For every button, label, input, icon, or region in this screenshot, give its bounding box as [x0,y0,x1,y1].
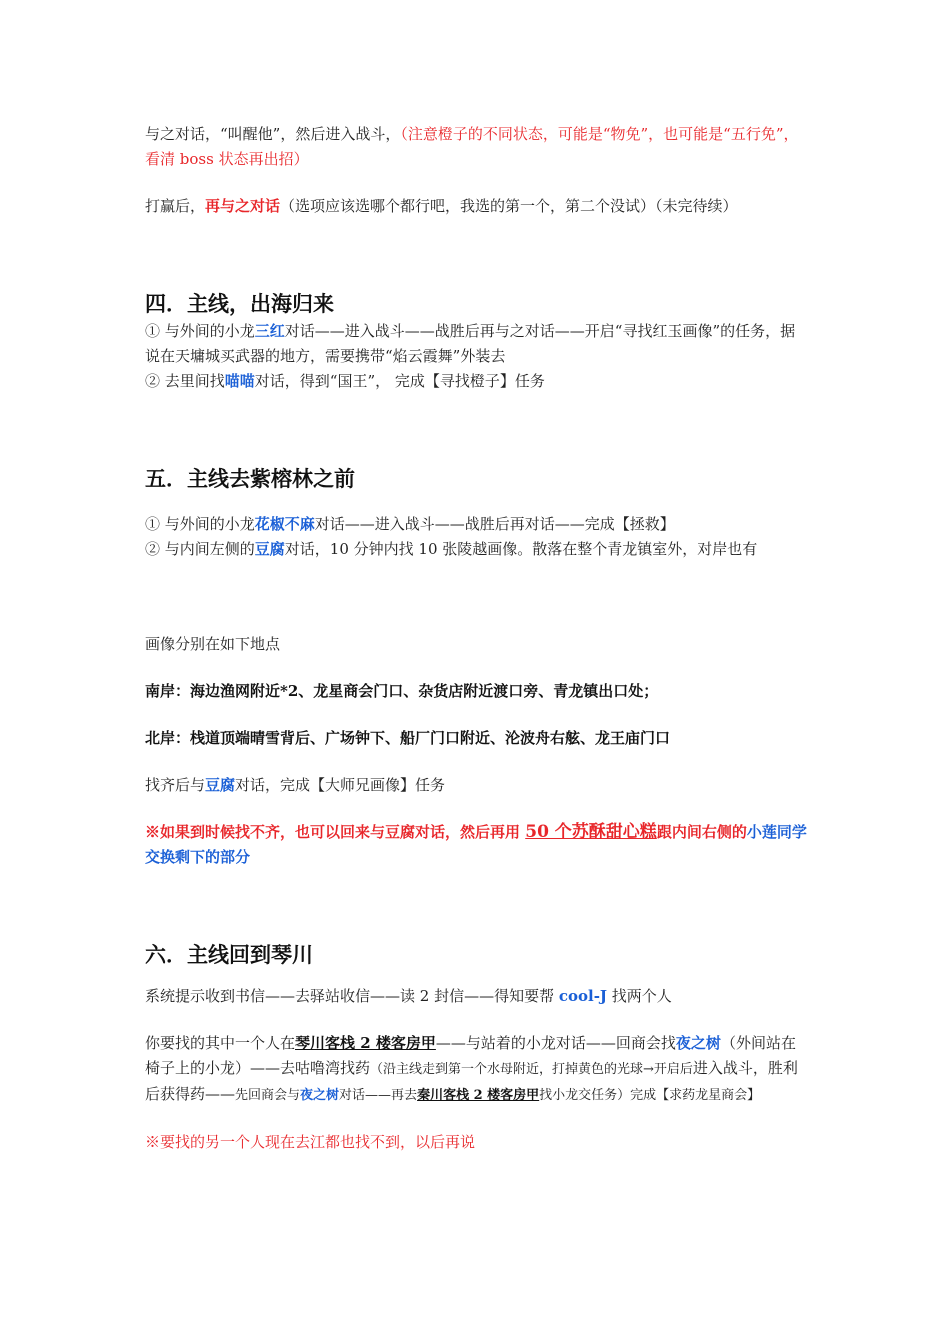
text-run: 对话——再去 [339,1088,418,1103]
text-run: 对话，得到“国王”， 完成【寻找橙子】任务 [254,372,545,390]
document-body [145,122,810,1155]
text-run: 找小龙交任务）完成【求药龙星商会】 [539,1088,761,1103]
npc-name: 豆腐 [254,540,285,558]
npc-name: 三红 [254,322,285,340]
section-6-title: 六．主线回到琴川 [145,942,313,967]
paragraph-battle [145,122,810,172]
text-run: 对话，完成【大师兄画像】任务 [235,776,446,794]
section-5-complete [145,773,810,798]
npc-name: 豆腐 [205,776,236,794]
text-run: ① 与外间的小龙 [145,515,255,533]
section-4-step-1 [145,319,810,369]
npc-name: cool-J [558,987,608,1005]
npc-name: 夜之树 [675,1034,721,1052]
npc-name: 喵喵 [224,372,255,390]
north-bank-locations: 北岸：栈道顶端晴雪背后、广场钟下、船厂门口附近、沦波舟右舷、龙王庙门口 [145,729,671,747]
text-run: 先回商会与 [235,1088,301,1103]
text-run: 对话，10 分钟内找 10 张陵越画像。散落在整个青龙镇室外，对岸也有 [284,540,758,558]
item-name: 50 个苏酥甜心糕 [525,822,657,842]
npc-name: 夜之树 [300,1088,340,1103]
npc-name: 小莲同学交换剩下的部分 [145,823,807,866]
section-6-note: ※要找的另一个人现在去江都也找不到，以后再说 [145,1133,476,1151]
text-run: （外间站在椅子上的小龙）——去咕噜湾找药 [145,1034,796,1077]
text-run: 进入战斗，胜利后获得药—— [145,1059,798,1103]
paragraph-after-win [145,194,810,219]
text-run: 与之对话，“叫醒他”，然后进入战斗， [145,125,401,143]
location-name: 秦川客栈 2 楼客房甲 [417,1088,540,1103]
section-5-note [145,820,810,870]
text-run: ——与站着的小龙对话——回商会找 [435,1034,676,1052]
text-run: 打赢后， [145,197,206,215]
text-run: （选项应该选哪个都行吧，我选的第一个，第二个没试）（未完待续） [280,197,738,215]
section-5-title: 五．主线去紫榕林之前 [145,466,355,491]
text-run: 系统提示收到书信——去驿站收信——读 2 封信——得知要帮 [145,987,559,1005]
text-run: 对话——进入战斗——战胜后再对话——完成【拯救】 [314,515,675,533]
text-run: ② 去里间找 [145,372,225,390]
text-run: 找齐后与 [145,776,206,794]
text-run: 对话——进入战斗——战胜后再与之对话——开启“寻找红玉画像”的任务，据说在天墉城买武器的地方，需要携带“焰云霞舞”外装去 [145,322,796,365]
section-4-step-2 [145,369,810,394]
text-run: 跟内间右侧的 [656,823,747,841]
highlight-talk-again: 再与之对话 [205,197,281,215]
section-4-title: 四．主线，出海归来 [145,291,334,316]
text-run: 你要找的其中一个人在 [145,1034,296,1052]
text-run: ① 与外间的小龙 [145,322,255,340]
text-run: ※如果到时候找不齐，也可以回来与豆腐对话，然后再用 [145,823,526,841]
south-bank-locations: 南岸：海边渔网附近*2、龙星商会门口、杂货店附近渡口旁、青龙镇出口处； [145,682,659,700]
section-6-step-2 [145,1031,810,1108]
npc-name: 花椒不麻 [254,515,315,533]
text-run: （沿主线走到第一个水母附近，打掉黄色的光球→开启后 [370,1062,693,1077]
warning-note: （注意橙子的不同状态，可能是“物免”，也可能是“五行免”，看清 boss 状态再出招） [145,125,799,168]
section-6-step-1 [145,984,810,1009]
text-run: ② 与内间左侧的 [145,540,255,558]
location-name: 琴川客栈 2 楼客房甲 [295,1034,436,1052]
section-5-step-1 [145,512,810,537]
places-intro: 画像分别在如下地点 [145,635,281,653]
text-run: 找两个人 [607,987,672,1005]
section-5-step-2 [145,537,810,562]
